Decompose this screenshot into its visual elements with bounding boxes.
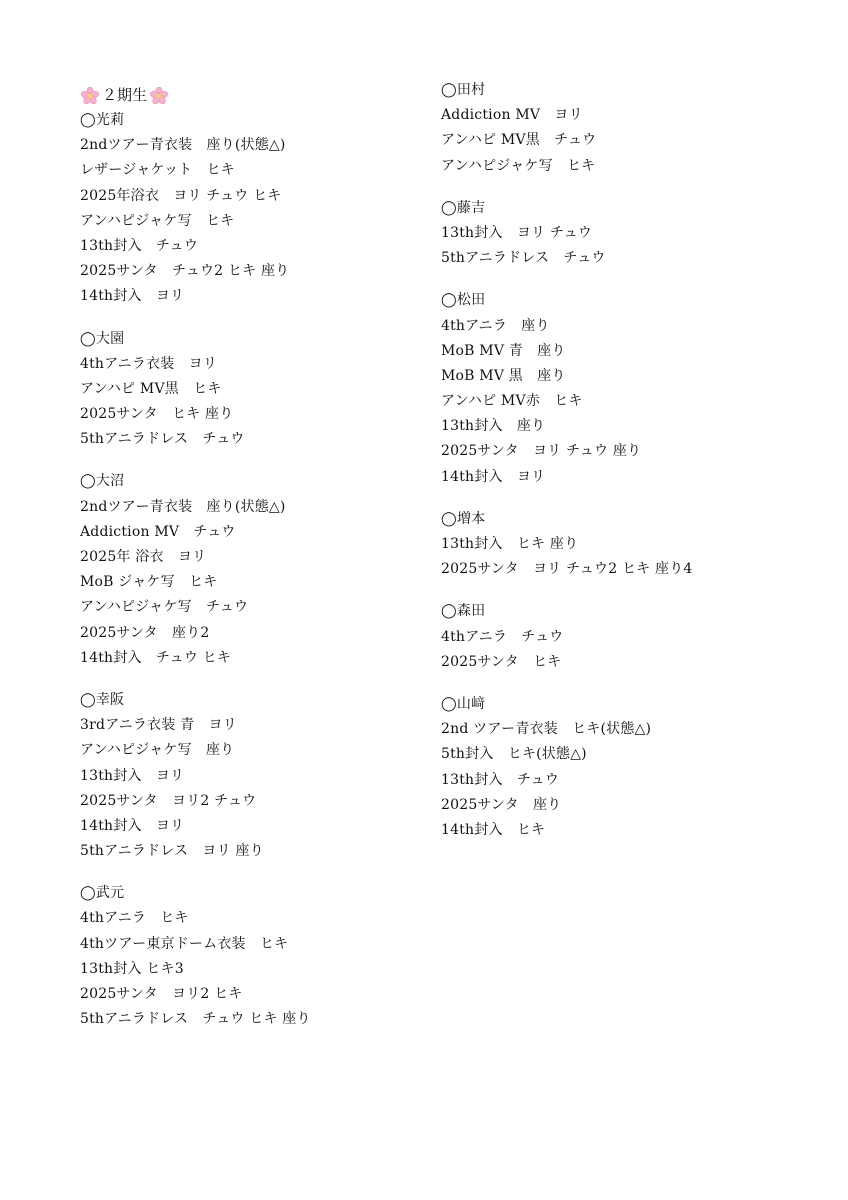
list-item: アンハピ MV黒 ヒキ <box>80 380 222 397</box>
list-item: 13th封入 チュウ <box>441 771 560 788</box>
list-item: 2025サンタ 座り <box>441 796 562 813</box>
list-item: 2025サンタ ヨリ チュウ2 ヒキ 座り4 <box>441 561 693 578</box>
list-item: 2025サンタ ヨリ チュウ 座り <box>441 443 642 460</box>
list-item: Addiction MV チュウ <box>80 523 236 540</box>
list-item: MoB MV 黒 座り <box>441 367 566 384</box>
list-item: アンハピ MV赤 ヒキ <box>441 393 583 410</box>
cherry-blossom-icon <box>81 87 99 105</box>
list-item: 13th封入 ヨリ <box>80 767 185 784</box>
member-group <box>80 469 420 671</box>
member-group <box>80 108 420 310</box>
list-item: アンハピジャケ写 座り <box>80 742 235 759</box>
list-item: 13th封入 ヨリ チュウ <box>441 224 593 241</box>
left-column <box>80 83 420 1049</box>
list-item: レザージャケット ヒキ <box>80 162 235 179</box>
member-group <box>441 507 821 583</box>
list-item: 14th封入 ヨリ <box>80 288 185 305</box>
left-member-list <box>80 108 420 1032</box>
member-name: ◯藤吉 <box>441 199 486 216</box>
member-group <box>441 196 821 272</box>
section-heading-text: ２期生 <box>102 86 148 104</box>
list-item: アンハピジャケ写 ヒキ <box>80 212 235 229</box>
member-name: ◯大園 <box>80 330 125 347</box>
list-item: 3rdアニラ衣装 青 ヨリ <box>80 717 237 734</box>
list-item: Addiction MV ヨリ <box>441 107 583 124</box>
right-column <box>441 78 821 860</box>
list-item: 13th封入 ヒキ3 <box>80 960 184 977</box>
list-item: 2025サンタ 座り2 <box>80 624 210 641</box>
member-group <box>80 881 420 1032</box>
list-item: 13th封入 ヒキ 座り <box>441 536 579 552</box>
list-item: 2025サンタ ヒキ 座り <box>80 406 234 423</box>
list-item: 14th封入 ヨリ <box>80 817 185 834</box>
list-item: 4thアニラ 座り <box>441 317 550 334</box>
member-group <box>80 327 420 453</box>
member-name: ◯増本 <box>441 510 486 527</box>
list-item: 4thアニラ チュウ <box>441 628 564 645</box>
list-item: 5thアニラドレス チュウ ヒキ 座り <box>80 1011 311 1028</box>
member-group <box>441 78 821 179</box>
list-item: 2025サンタ ヨリ2 チュウ <box>80 792 257 809</box>
list-item: 13th封入 チュウ <box>80 237 199 254</box>
member-name: ◯山﨑 <box>441 695 486 712</box>
right-member-list <box>441 78 821 843</box>
member-name: ◯大沼 <box>80 473 125 490</box>
member-group <box>441 599 821 675</box>
list-item: MoB MV 青 座り <box>441 342 566 359</box>
list-item: 4thツアー東京ドーム衣装 ヒキ <box>80 935 289 952</box>
list-item: 2025年浴衣 ヨリ チュウ ヒキ <box>80 187 282 204</box>
list-item: 4thアニラ ヒキ <box>80 910 189 927</box>
list-item: 5thアニラドレス チュウ <box>441 250 606 267</box>
cherry-blossom-icon <box>150 87 168 105</box>
member-name: ◯田村 <box>441 82 486 98</box>
list-item: 2nd ツアー青衣装 ヒキ(状態△) <box>441 721 652 738</box>
list-item: 5thアニラドレス チュウ <box>80 431 245 448</box>
list-item: 5th封入 ヒキ(状態△) <box>441 746 587 763</box>
list-item: 14th封入 チュウ ヒキ <box>80 649 232 666</box>
list-item: アンハピジャケ写 ヒキ <box>441 157 596 174</box>
list-item: 2ndツアー青衣装 座り(状態△) <box>80 498 286 515</box>
list-item: 2025サンタ チュウ2 ヒキ 座り <box>80 263 290 280</box>
list-item: 14th封入 ヒキ <box>441 821 546 838</box>
list-item: 5thアニラドレス ヨリ 座り <box>80 843 264 860</box>
member-name: ◯森田 <box>441 603 486 620</box>
list-item: 2025サンタ ヨリ2 ヒキ <box>80 986 243 1002</box>
list-item: 13th封入 座り <box>441 418 546 435</box>
list-item: 2ndツアー青衣装 座り(状態△) <box>80 137 286 154</box>
list-item: アンハピジャケ写 チュウ <box>80 599 249 616</box>
list-item: 2025サンタ ヒキ <box>441 653 562 670</box>
section-heading <box>80 83 420 108</box>
member-name: ◯武元 <box>80 885 125 902</box>
list-item: 4thアニラ衣装 ヨリ <box>80 355 218 372</box>
member-name: ◯幸阪 <box>80 691 125 708</box>
list-item: MoB ジャケ写 ヒキ <box>80 574 218 591</box>
list-item: 14th封入 ヨリ <box>441 468 546 485</box>
list-item: アンハピ MV黒 チュウ <box>441 132 597 149</box>
list-item: 2025年 浴衣 ヨリ <box>80 549 207 565</box>
member-group <box>441 288 821 490</box>
member-name: ◯松田 <box>441 292 486 309</box>
member-group <box>441 692 821 843</box>
member-name: ◯光莉 <box>80 112 125 128</box>
member-group <box>80 688 420 864</box>
